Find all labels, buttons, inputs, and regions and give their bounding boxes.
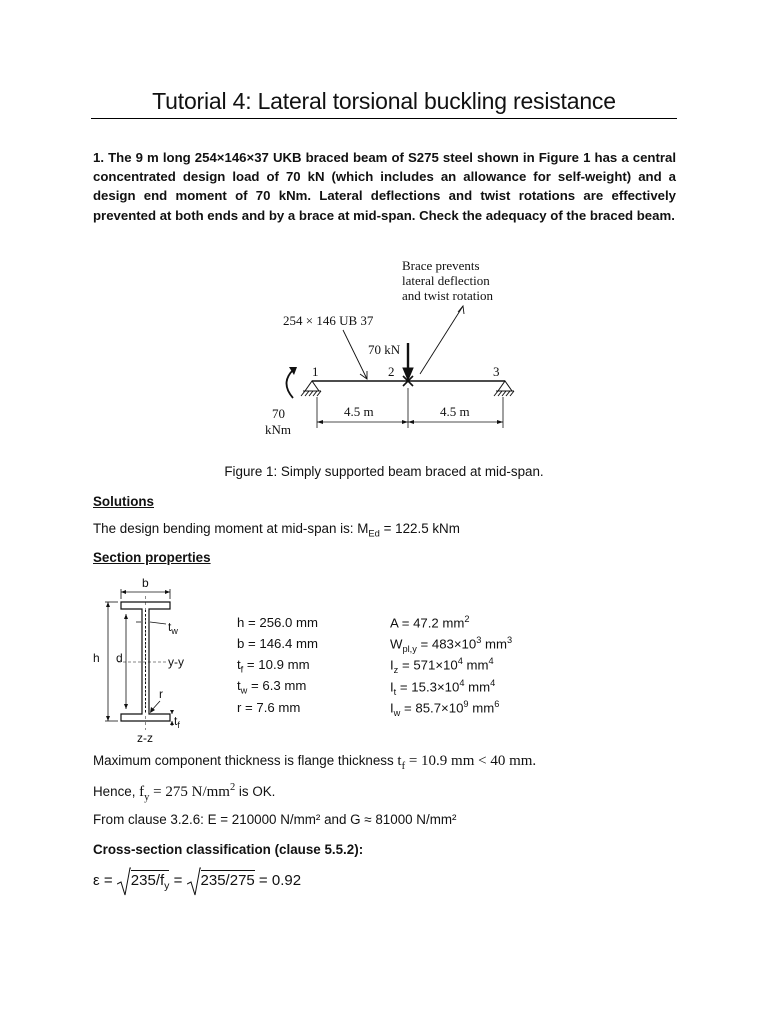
node-1-label: 1: [312, 364, 319, 379]
figure-1-beam-diagram: [250, 250, 530, 446]
moment-subscript: Ed: [368, 528, 380, 539]
brace-label-line2: lateral deflection: [402, 273, 490, 288]
node-2-label: 2: [388, 364, 395, 379]
prop-tf: $t_f = 10.9$ mm: [237, 657, 310, 675]
title-divider: [91, 118, 677, 119]
sqrt-1: $235/f_y$: [117, 872, 170, 892]
tw-label: [168, 620, 178, 636]
node-3-label: 3: [493, 364, 500, 379]
span-2-label: 4.5 m: [440, 404, 470, 419]
problem-statement: 1. The 9 m long 254×146×37 UKB braced beam of S275 steel shown in Figure 1 has a central concentrated design load of 70 kN (which includes an allowance for self-weight) and a design end moment of 70 kNm. Lateral deflections and twist rotations are effectively prevented at both ends and by a brace at mid-span. Check the adequacy of the braced beam.: [93, 150, 676, 223]
tf-label: [174, 714, 180, 730]
tf-label-sub: f: [177, 720, 180, 730]
classification-heading: Cross-section classification (clause 5.5.2):: [93, 842, 364, 857]
d-dimension: [124, 614, 128, 709]
sqrt-sign-icon: [117, 866, 131, 896]
prop-It: $I_t = 15.3\times 10^4$ $mm^4$: [390, 678, 496, 698]
h-label: h: [93, 651, 100, 665]
prop-Wply: $W_{pl,y} = 483\times 10^3$ $mm^3$: [390, 635, 513, 655]
span-1-label: 4.5 m: [344, 404, 374, 419]
epsilon-equation: ε = $235/f_y$ = 235/275 = 0.92: [93, 872, 301, 892]
sqrt-sign-icon: [187, 866, 201, 896]
sqrt-2: 235/275: [187, 872, 255, 889]
brace-label-line1: Brace prevents: [402, 258, 480, 273]
load-arrow: [403, 343, 413, 380]
section-label: 254 × 146 UB 37: [283, 313, 374, 328]
hence-line: Hence, $f_y = 275$ $N/mm^2$ is OK.: [93, 782, 276, 803]
d-label: d: [116, 651, 123, 665]
r-label: r: [159, 687, 163, 701]
end-moment-arrow: [287, 367, 298, 398]
section-pointer-arrow: [343, 330, 367, 379]
moment-value-label: 70: [272, 406, 285, 421]
zz-label: z-z: [137, 731, 153, 745]
b-label: b: [142, 576, 149, 590]
pin-support-right: [494, 381, 514, 396]
load-label: 70 kN: [368, 342, 401, 357]
prop-tw: $t_w = 6.3$ mm: [237, 678, 307, 696]
r-pointer: [150, 701, 160, 713]
tw-pointer: [136, 622, 166, 624]
moment-unit-label: kNm: [265, 422, 291, 437]
prop-r: r = 7.6 mm: [237, 700, 301, 715]
figure-1-caption: Figure 1: Simply supported beam braced at mid-span.: [224, 464, 544, 479]
moment-suffix: = 122.5 kNm: [379, 521, 460, 536]
prop-b: b = 146.4 mm: [237, 636, 318, 651]
design-moment-text: [93, 521, 460, 539]
prop-h: h = 256.0 mm: [237, 615, 318, 630]
prop-Iw: $I_w = 85.7\times 10^9$ $mm^6$: [390, 699, 500, 719]
brace-label-line3: and twist rotation: [402, 288, 493, 303]
clause-line: From clause 3.2.6: E = 210000 N/mm² and G ≈ 81000 N/mm²: [93, 812, 457, 827]
prop-A: A = 47.2 $mm^2$: [390, 614, 470, 631]
yy-label: y-y: [168, 655, 184, 669]
page-title: Tutorial 4: Lateral torsional buckling resistance: [152, 88, 616, 114]
section-properties-heading: Section properties: [93, 550, 211, 565]
solutions-heading: Solutions: [93, 494, 154, 509]
tw-label-main: t: [168, 620, 172, 634]
tw-label-sub: w: [171, 626, 178, 636]
pin-support-left: [301, 381, 321, 396]
moment-prefix: The design bending moment at mid-span is: M: [93, 521, 369, 536]
prop-Iz: $I_z = 571\times 10^4$ $mm^4$: [390, 656, 494, 676]
tf-label-main: t: [174, 714, 178, 728]
brace-pointer-arrow: [420, 306, 464, 374]
max-thickness-line: Maximum component thickness is flange thickness $t_f = 10.9$ mm < 40 mm.: [93, 753, 537, 772]
i-section-diagram: [88, 574, 198, 746]
